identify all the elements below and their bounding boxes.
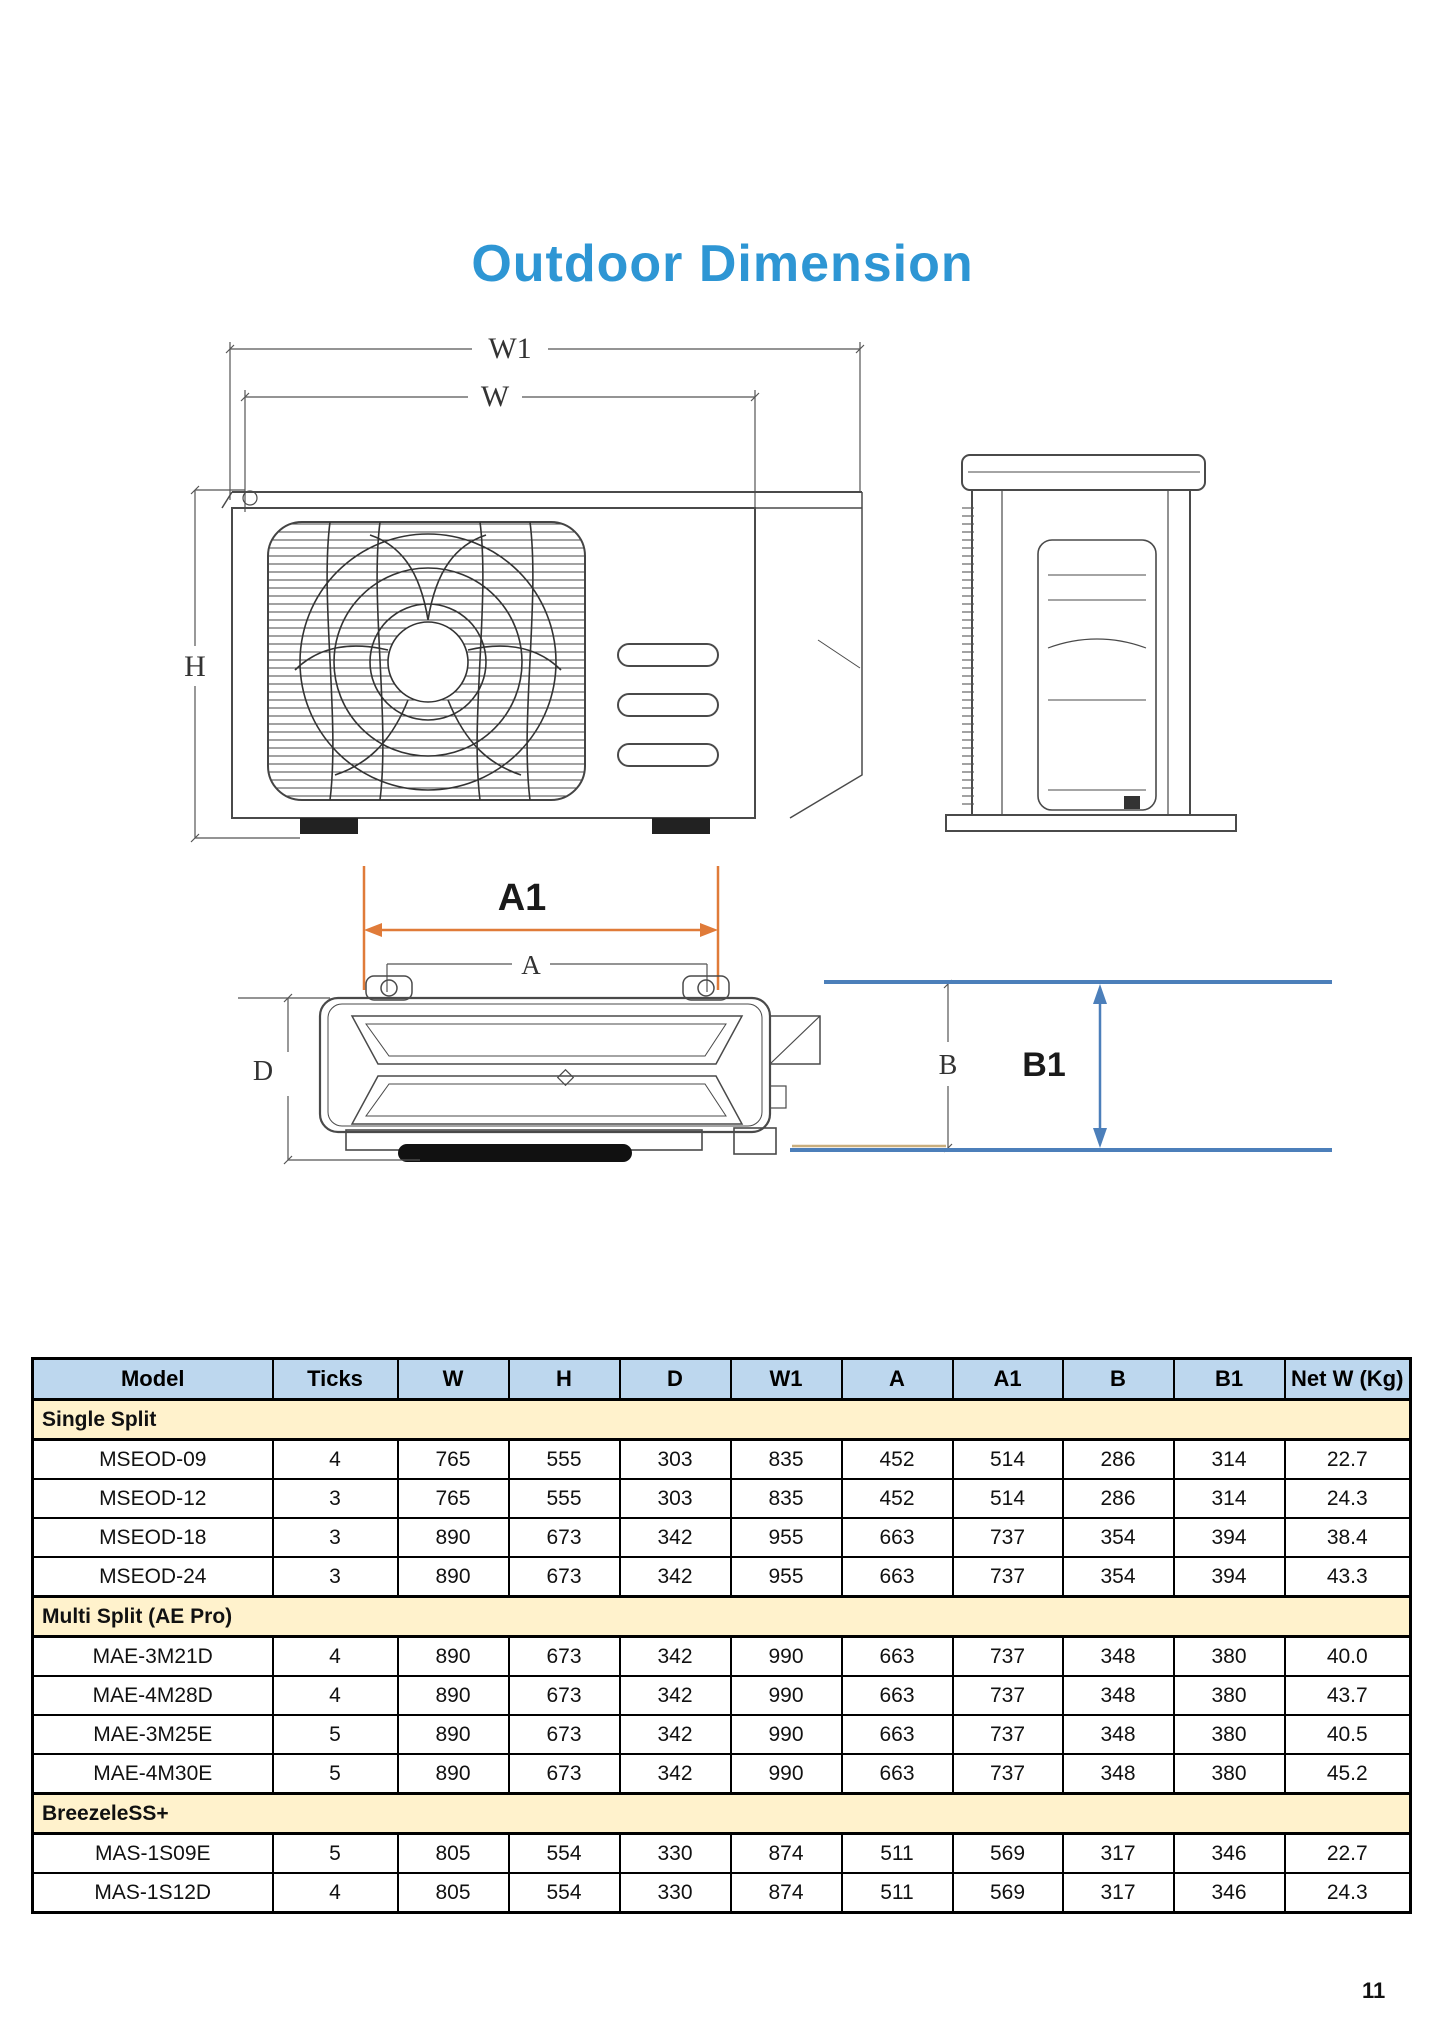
value-cell: 317 (1063, 1873, 1174, 1913)
table-row (33, 1518, 1411, 1557)
model-cell: MAE-3M21D (33, 1637, 273, 1677)
value-cell: 765 (398, 1440, 509, 1480)
value-cell: 663 (842, 1754, 953, 1794)
table-row (33, 1834, 1411, 1874)
value-cell: 3 (273, 1557, 398, 1597)
dimension-w1 (226, 342, 864, 500)
value-cell: 24.3 (1285, 1873, 1411, 1913)
value-cell: 4 (273, 1637, 398, 1677)
louver-slots (618, 644, 718, 766)
column-header-w1: W1 (731, 1359, 842, 1400)
value-cell: 737 (953, 1518, 1063, 1557)
column-header-d: D (620, 1359, 731, 1400)
value-cell: 286 (1063, 1440, 1174, 1480)
value-cell: 990 (731, 1676, 842, 1715)
value-cell: 673 (509, 1557, 620, 1597)
value-cell: 554 (509, 1834, 620, 1874)
value-cell: 890 (398, 1637, 509, 1677)
table-row (33, 1754, 1411, 1794)
value-cell: 663 (842, 1715, 953, 1754)
column-header-h: H (509, 1359, 620, 1400)
table-row (33, 1715, 1411, 1754)
value-cell: 765 (398, 1479, 509, 1518)
value-cell: 511 (842, 1873, 953, 1913)
value-cell: 45.2 (1285, 1754, 1411, 1794)
section-label: Single Split (33, 1400, 1411, 1440)
value-cell: 737 (953, 1754, 1063, 1794)
value-cell: 663 (842, 1557, 953, 1597)
front-view-drawing (191, 342, 864, 842)
value-cell: 317 (1063, 1834, 1174, 1874)
value-cell: 342 (620, 1715, 731, 1754)
dim-label-b: B (938, 1050, 958, 1081)
value-cell: 569 (953, 1834, 1063, 1874)
value-cell: 663 (842, 1676, 953, 1715)
value-cell: 4 (273, 1440, 398, 1480)
table-row (33, 1873, 1411, 1913)
value-cell: 303 (620, 1479, 731, 1518)
value-cell: 663 (842, 1518, 953, 1557)
value-cell: 955 (731, 1557, 842, 1597)
value-cell: 990 (731, 1637, 842, 1677)
value-cell: 38.4 (1285, 1518, 1411, 1557)
value-cell: 346 (1174, 1834, 1285, 1874)
value-cell: 348 (1063, 1715, 1174, 1754)
value-cell: 3 (273, 1518, 398, 1557)
table-row (33, 1440, 1411, 1480)
column-header-a: A (842, 1359, 953, 1400)
value-cell: 673 (509, 1637, 620, 1677)
value-cell: 673 (509, 1715, 620, 1754)
value-cell: 380 (1174, 1637, 1285, 1677)
value-cell: 394 (1174, 1557, 1285, 1597)
dim-label-h: H (184, 650, 206, 683)
value-cell: 955 (731, 1518, 842, 1557)
model-cell: MSEOD-12 (33, 1479, 273, 1518)
value-cell: 890 (398, 1676, 509, 1715)
table-body (33, 1400, 1411, 1913)
header-row (33, 1359, 1411, 1400)
table-row (33, 1479, 1411, 1518)
value-cell: 4 (273, 1873, 398, 1913)
dim-label-w: W (480, 380, 510, 413)
section-row (33, 1400, 1411, 1440)
value-cell: 514 (953, 1440, 1063, 1480)
value-cell: 286 (1063, 1479, 1174, 1518)
column-header-ticks: Ticks (273, 1359, 398, 1400)
side-view-drawing (946, 455, 1236, 831)
value-cell: 890 (398, 1518, 509, 1557)
value-cell: 737 (953, 1715, 1063, 1754)
model-cell: MAE-3M25E (33, 1715, 273, 1754)
value-cell: 511 (842, 1834, 953, 1874)
value-cell: 737 (953, 1676, 1063, 1715)
value-cell: 5 (273, 1754, 398, 1794)
value-cell: 555 (509, 1479, 620, 1518)
column-header-model: Model (33, 1359, 273, 1400)
value-cell: 890 (398, 1754, 509, 1794)
value-cell: 348 (1063, 1754, 1174, 1794)
value-cell: 673 (509, 1754, 620, 1794)
model-cell: MAE-4M30E (33, 1754, 273, 1794)
value-cell: 348 (1063, 1676, 1174, 1715)
section-label: Multi Split (AE Pro) (33, 1597, 1411, 1637)
dim-label-w1: W1 (488, 332, 532, 365)
value-cell: 514 (953, 1479, 1063, 1518)
value-cell: 43.7 (1285, 1676, 1411, 1715)
value-cell: 452 (842, 1479, 953, 1518)
table-row (33, 1676, 1411, 1715)
table-row (33, 1637, 1411, 1677)
value-cell: 5 (273, 1834, 398, 1874)
value-cell: 990 (731, 1754, 842, 1794)
value-cell: 890 (398, 1715, 509, 1754)
dim-label-a: A (521, 950, 541, 980)
value-cell: 394 (1174, 1518, 1285, 1557)
fan-hub (388, 622, 468, 702)
outdoor-dimension-table (31, 1357, 1412, 1914)
value-cell: 874 (731, 1873, 842, 1913)
dim-label-a1: A1 (497, 877, 547, 919)
value-cell: 380 (1174, 1754, 1285, 1794)
column-header-net-w-kg-: Net W (Kg) (1285, 1359, 1411, 1400)
section-label: BreezeleSS+ (33, 1794, 1411, 1834)
side-fins (962, 505, 974, 810)
value-cell: 4 (273, 1676, 398, 1715)
value-cell: 673 (509, 1676, 620, 1715)
value-cell: 354 (1063, 1557, 1174, 1597)
value-cell: 22.7 (1285, 1440, 1411, 1480)
table-row (33, 1557, 1411, 1597)
value-cell: 3 (273, 1479, 398, 1518)
dimension-a (387, 964, 707, 992)
value-cell: 342 (620, 1754, 731, 1794)
value-cell: 874 (731, 1834, 842, 1874)
value-cell: 452 (842, 1440, 953, 1480)
value-cell: 555 (509, 1440, 620, 1480)
column-header-b: B (1063, 1359, 1174, 1400)
value-cell: 990 (731, 1715, 842, 1754)
section-row (33, 1597, 1411, 1637)
page-title: Outdoor Dimension (471, 235, 974, 293)
value-cell: 346 (1174, 1873, 1285, 1913)
value-cell: 314 (1174, 1440, 1285, 1480)
value-cell: 342 (620, 1676, 731, 1715)
value-cell: 380 (1174, 1715, 1285, 1754)
page-number: 11 (1362, 1978, 1386, 2003)
dim-label-b1: B1 (1022, 1046, 1066, 1084)
model-cell: MSEOD-18 (33, 1518, 273, 1557)
value-cell: 663 (842, 1637, 953, 1677)
value-cell: 24.3 (1285, 1479, 1411, 1518)
value-cell: 569 (953, 1873, 1063, 1913)
model-cell: MAS-1S12D (33, 1873, 273, 1913)
value-cell: 380 (1174, 1676, 1285, 1715)
value-cell: 43.3 (1285, 1557, 1411, 1597)
value-cell: 805 (398, 1873, 509, 1913)
model-cell: MSEOD-09 (33, 1440, 273, 1480)
value-cell: 835 (731, 1479, 842, 1518)
table-header (33, 1359, 1411, 1400)
value-cell: 354 (1063, 1518, 1174, 1557)
value-cell: 330 (620, 1834, 731, 1874)
value-cell: 805 (398, 1834, 509, 1874)
column-header-w: W (398, 1359, 509, 1400)
value-cell: 330 (620, 1873, 731, 1913)
model-cell: MAS-1S09E (33, 1834, 273, 1874)
value-cell: 342 (620, 1637, 731, 1677)
value-cell: 348 (1063, 1637, 1174, 1677)
column-header-a1: A1 (953, 1359, 1063, 1400)
model-cell: MAE-4M28D (33, 1676, 273, 1715)
top-view-drawing (238, 866, 1332, 1164)
model-cell: MSEOD-24 (33, 1557, 273, 1597)
value-cell: 303 (620, 1440, 731, 1480)
value-cell: 737 (953, 1557, 1063, 1597)
value-cell: 22.7 (1285, 1834, 1411, 1874)
value-cell: 737 (953, 1637, 1063, 1677)
value-cell: 835 (731, 1440, 842, 1480)
value-cell: 40.0 (1285, 1637, 1411, 1677)
value-cell: 342 (620, 1557, 731, 1597)
value-cell: 342 (620, 1518, 731, 1557)
section-row (33, 1794, 1411, 1834)
value-cell: 5 (273, 1715, 398, 1754)
dim-label-d: D (252, 1056, 274, 1087)
column-header-b1: B1 (1174, 1359, 1285, 1400)
value-cell: 554 (509, 1873, 620, 1913)
value-cell: 314 (1174, 1479, 1285, 1518)
value-cell: 40.5 (1285, 1715, 1411, 1754)
value-cell: 890 (398, 1557, 509, 1597)
value-cell: 673 (509, 1518, 620, 1557)
